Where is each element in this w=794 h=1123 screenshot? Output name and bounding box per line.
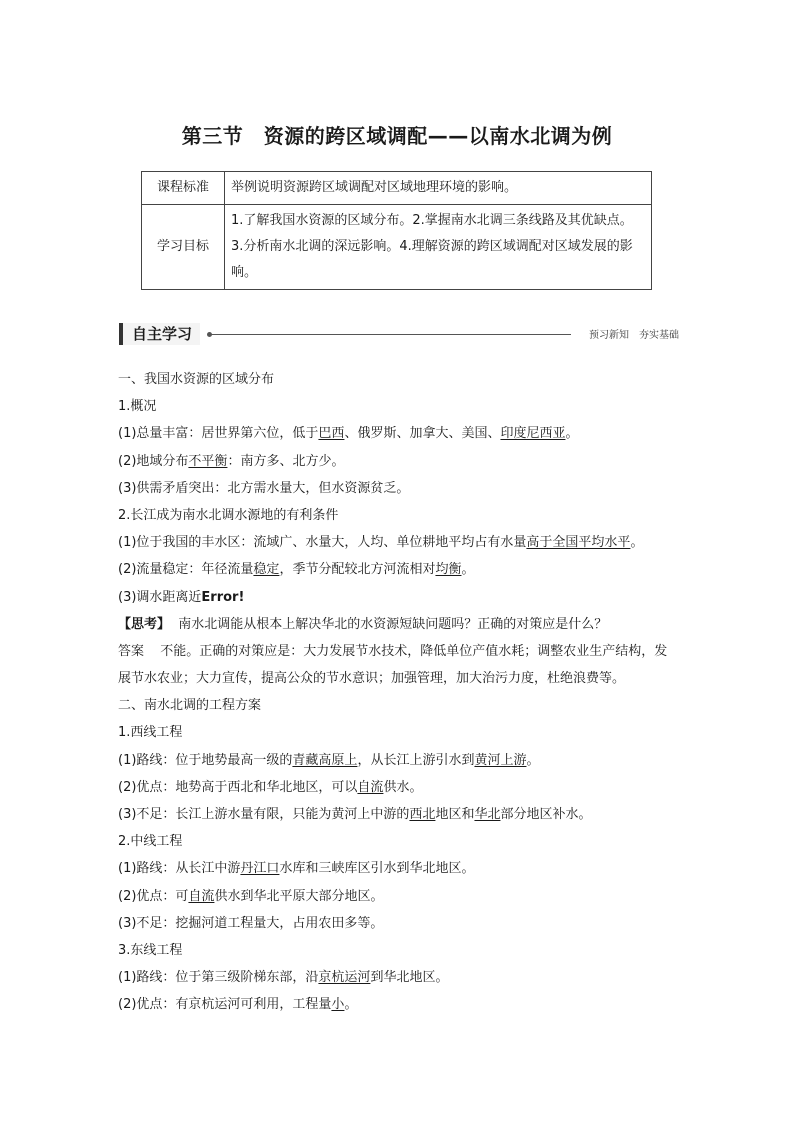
text: ，季节分配较北方河流相对 bbox=[279, 562, 436, 578]
underlined-answer: 自流 bbox=[188, 888, 215, 904]
underlined-answer: 不平衡 bbox=[188, 453, 228, 469]
underlined-answer: 华北 bbox=[474, 807, 501, 823]
section-heading: 一、我国水资源的区域分布 bbox=[118, 372, 275, 387]
text: (2)流量稳定：年径流量 bbox=[118, 562, 254, 578]
table-head-standard: 课程标准 bbox=[142, 172, 225, 205]
text: 部分地区补水。 bbox=[500, 807, 592, 823]
page-title: 第三节 资源的跨区域调配——以南水北调为例 bbox=[181, 124, 613, 148]
text: (2)优点：可 bbox=[118, 888, 189, 904]
text: 。 bbox=[565, 426, 579, 442]
underlined-answer: 稳定 bbox=[253, 562, 280, 578]
underlined-answer: 高于全国平均水平 bbox=[526, 535, 631, 551]
error-text: Error! bbox=[201, 589, 245, 605]
underlined-answer: 自流 bbox=[357, 779, 384, 795]
text: (1)路线：从长江中游 bbox=[118, 861, 241, 877]
answer-block bbox=[118, 638, 680, 692]
text: 。 bbox=[526, 752, 540, 768]
sub-heading: 1.西线工程 bbox=[118, 725, 183, 741]
text-line bbox=[118, 448, 680, 475]
text-line bbox=[118, 774, 680, 801]
text-line bbox=[118, 747, 680, 774]
text: 。 bbox=[344, 997, 358, 1013]
text: 到华北地区。 bbox=[370, 970, 449, 986]
text: (2)优点：有京杭运河可利用，工程量 bbox=[118, 997, 332, 1013]
table-head-goals: 学习目标 bbox=[142, 205, 225, 290]
underlined-answer: 巴西 bbox=[318, 426, 345, 442]
table-row bbox=[142, 205, 652, 290]
banner-tag: 自主学习 bbox=[119, 323, 200, 345]
text: (2)优点：地势高于西北和华北地区，可以 bbox=[118, 779, 358, 795]
underlined-answer: 西北 bbox=[409, 807, 436, 823]
text: ，从长江上游引水到 bbox=[357, 752, 475, 768]
course-standard-table bbox=[141, 171, 652, 290]
think-question-text: 南水北调能从根本上解决华北的水资源短缺问题吗？正确的对策应是什么？ bbox=[178, 616, 608, 632]
underlined-answer: 黄河上游 bbox=[474, 752, 527, 768]
answer-tag: 答案 bbox=[118, 643, 145, 659]
text-line bbox=[118, 584, 680, 611]
text-line bbox=[118, 964, 680, 991]
underlined-answer: 青藏高原上 bbox=[292, 752, 358, 768]
text-line bbox=[118, 556, 680, 583]
table-row bbox=[142, 172, 652, 205]
text: 。 bbox=[461, 562, 475, 578]
sub-heading: 2.中线工程 bbox=[118, 834, 183, 850]
underlined-answer: 丹江口 bbox=[240, 861, 280, 877]
underlined-answer: 印度尼西亚 bbox=[500, 426, 566, 442]
think-tag: 【思考】 bbox=[118, 616, 171, 632]
text-line bbox=[118, 991, 680, 1018]
text: (1)路线：位于第三级阶梯东部，沿 bbox=[118, 970, 319, 986]
text: 供水到华北平原大部分地区。 bbox=[214, 888, 384, 904]
text-line: (3)不足：挖掘河道工程量大，占用农田多等。 bbox=[118, 915, 384, 931]
text: (2)地域分布 bbox=[118, 453, 189, 469]
text-line: (3)供需矛盾突出：北方需水量大，但水资源贫乏。 bbox=[118, 480, 410, 496]
text: (3)不足：长江上游水量有限，只能为黄河上中游的 bbox=[118, 807, 410, 823]
text-line bbox=[118, 801, 680, 828]
text: (1)位于我国的丰水区：流域广、水量大，人均、单位耕地平均占有水量 bbox=[118, 535, 527, 551]
underlined-answer: 小 bbox=[331, 997, 345, 1013]
sub-heading: 3.东线工程 bbox=[118, 942, 183, 958]
sub-heading: 2.长江成为南水北调水源地的有利条件 bbox=[118, 507, 339, 523]
text: 供水。 bbox=[383, 779, 423, 795]
text: (1)总量丰富：居世界第六位，低于 bbox=[118, 426, 319, 442]
think-question bbox=[118, 611, 680, 638]
sub-heading: 1.概况 bbox=[118, 399, 157, 415]
underlined-answer: 京杭运河 bbox=[318, 970, 371, 986]
table-cell-goals: 1.了解我国水资源的区域分布。2.掌握南水北调三条线路及其优缺点。3.分析南水北调的深远影响。4.理解资源的跨区域调配对区域发展的影响。 bbox=[225, 205, 652, 290]
text: 地区和 bbox=[435, 807, 475, 823]
text-line bbox=[118, 420, 680, 447]
main-content bbox=[118, 366, 680, 1019]
text: 、俄罗斯、加拿大、美国、 bbox=[344, 426, 501, 442]
text-line bbox=[118, 883, 680, 910]
text: 水库和三峡库区引水到华北地区。 bbox=[279, 861, 475, 877]
underlined-answer: 均衡 bbox=[435, 562, 462, 578]
section-banner bbox=[119, 323, 679, 347]
table-cell-standard: 举例说明资源跨区域调配对区域地理环境的影响。 bbox=[225, 172, 652, 205]
text: ：南方多、北方少。 bbox=[227, 453, 345, 469]
text: (1)路线：位于地势最高一级的 bbox=[118, 752, 293, 768]
banner-divider bbox=[211, 334, 571, 335]
text-line bbox=[118, 529, 680, 556]
section-heading: 二、南水北调的工程方案 bbox=[118, 698, 262, 714]
answer-text: 不能。正确的对策应是：大力发展节水技术，降低单位产值水耗；调整农业生产结构，发展节水农业；大力宣传，提高公众的节水意识；加强管理，加大治污力度，杜绝浪费等。 bbox=[118, 643, 668, 687]
text: (3)调水距离近 bbox=[118, 589, 202, 605]
banner-subtitle: 预习新知 夯实基础 bbox=[589, 330, 679, 341]
text-line bbox=[118, 855, 680, 882]
text: 。 bbox=[630, 535, 644, 551]
